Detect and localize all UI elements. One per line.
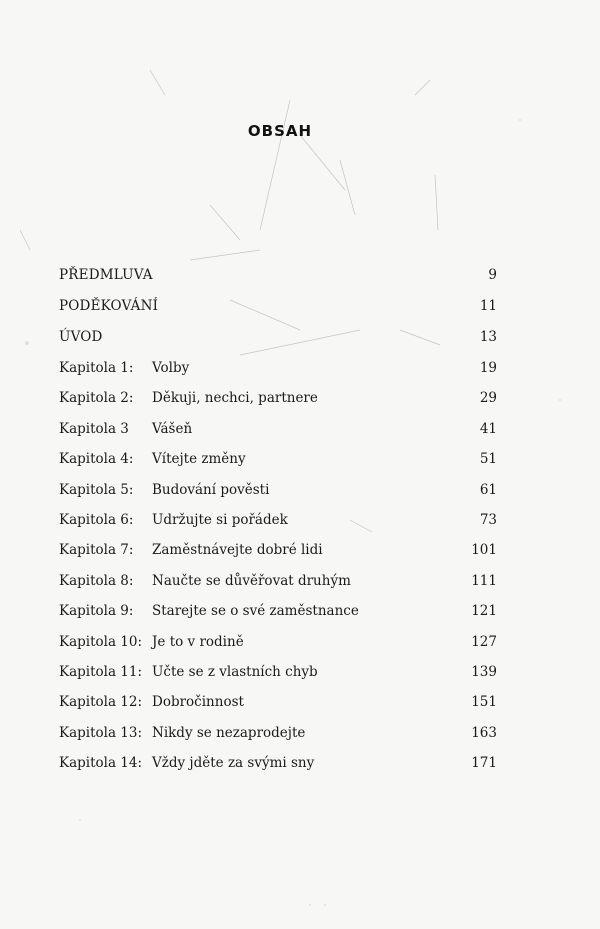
entry-page-number: 61: [479, 481, 497, 498]
entry-label: ÚVOD: [59, 329, 103, 345]
toc-entry-chapter-13[interactable]: [59, 724, 497, 754]
chapter-label: Kapitola 2:: [59, 390, 134, 407]
chapter-title: Vítejte změny: [152, 451, 246, 468]
chapter-title: Volby: [152, 360, 190, 376]
chapter-label: Kapitola 7:: [59, 542, 134, 559]
chapter-title: Zaměstnávejte dobré lidi: [152, 542, 323, 559]
chapter-label: Kapitola 8:: [59, 572, 134, 589]
toc-entry-chapter-5[interactable]: [59, 481, 497, 511]
entry-page-number: 111: [471, 572, 497, 589]
chapter-title: Budování pověsti: [152, 481, 270, 498]
entry-page-number: 13: [479, 329, 497, 345]
chapter-label: Kapitola 6:: [59, 511, 134, 528]
entry-page-number: 151: [471, 694, 497, 711]
entry-page-number: 19: [479, 360, 497, 376]
toc-entry-chapter-3[interactable]: [59, 420, 497, 450]
chapter-label: Kapitola 9:: [59, 603, 134, 620]
chapter-label: Kapitola 5:: [59, 481, 134, 498]
entry-page-number: 101: [471, 542, 497, 559]
entry-page-number: 9: [488, 267, 497, 283]
chapter-title: Děkuji, nechci, partnere: [152, 390, 318, 407]
chapter-label: Kapitola 13:: [59, 724, 143, 741]
entry-page-number: 171: [471, 755, 497, 772]
toc-entry-chapter-4[interactable]: [59, 450, 497, 480]
chapter-title: Vždy jděte za svými sny: [152, 755, 315, 772]
chapter-label: Kapitola 1:: [59, 360, 134, 376]
chapter-title: Starejte se o své zaměstnance: [152, 603, 359, 620]
chapter-title: Vášeň: [152, 420, 193, 437]
entry-page-number: 51: [479, 451, 497, 468]
toc-entry-chapter-7[interactable]: [59, 541, 497, 571]
entry-page-number: 121: [471, 603, 497, 620]
entry-page-number: 29: [479, 390, 497, 407]
chapter-title: Nikdy se nezaprodejte: [152, 724, 306, 741]
toc-entry-chapter-2[interactable]: [59, 389, 497, 419]
toc-entry-chapter-10[interactable]: [59, 633, 497, 663]
toc-entry-chapter-11[interactable]: [59, 663, 497, 693]
chapter-title: Učte se z vlastních chyb: [152, 663, 318, 680]
chapter-title: Dobročinnost: [152, 694, 244, 711]
entry-page-number: 41: [479, 420, 497, 437]
chapter-label: Kapitola 14:: [59, 755, 143, 772]
entry-page-number: 11: [479, 298, 497, 314]
toc-entry-chapter-14[interactable]: [59, 754, 497, 784]
chapter-title: Naučte se důvěřovat druhým: [152, 572, 351, 589]
toc-entry-uvod[interactable]: [59, 328, 497, 359]
toc-entry-chapter-8[interactable]: [59, 572, 497, 602]
entry-label: PODĚKOVÁNÍ: [59, 298, 159, 314]
chapter-label: Kapitola 11:: [59, 663, 143, 680]
toc-title: OBSAH: [247, 122, 313, 140]
chapter-label: Kapitola 10:: [59, 633, 143, 650]
entry-label: PŘEDMLUVA: [59, 267, 153, 283]
toc-entry-predmluva[interactable]: [59, 266, 497, 297]
toc-entry-podekovani[interactable]: [59, 297, 497, 328]
chapter-label: Kapitola 3: [59, 420, 129, 437]
toc-entry-chapter-1[interactable]: [59, 359, 497, 389]
toc-entry-chapter-6[interactable]: [59, 511, 497, 541]
chapter-label: Kapitola 12:: [59, 694, 143, 711]
toc-entry-chapter-9[interactable]: [59, 602, 497, 632]
chapter-title: Udržujte si pořádek: [152, 511, 288, 528]
entry-page-number: 73: [479, 511, 497, 528]
chapter-title: Je to v rodině: [152, 633, 244, 650]
table-of-contents: [59, 266, 497, 784]
entry-page-number: 139: [471, 663, 497, 680]
entry-page-number: 163: [471, 724, 497, 741]
entry-page-number: 127: [471, 633, 497, 650]
toc-entry-chapter-12[interactable]: [59, 693, 497, 723]
chapter-label: Kapitola 4:: [59, 451, 134, 468]
